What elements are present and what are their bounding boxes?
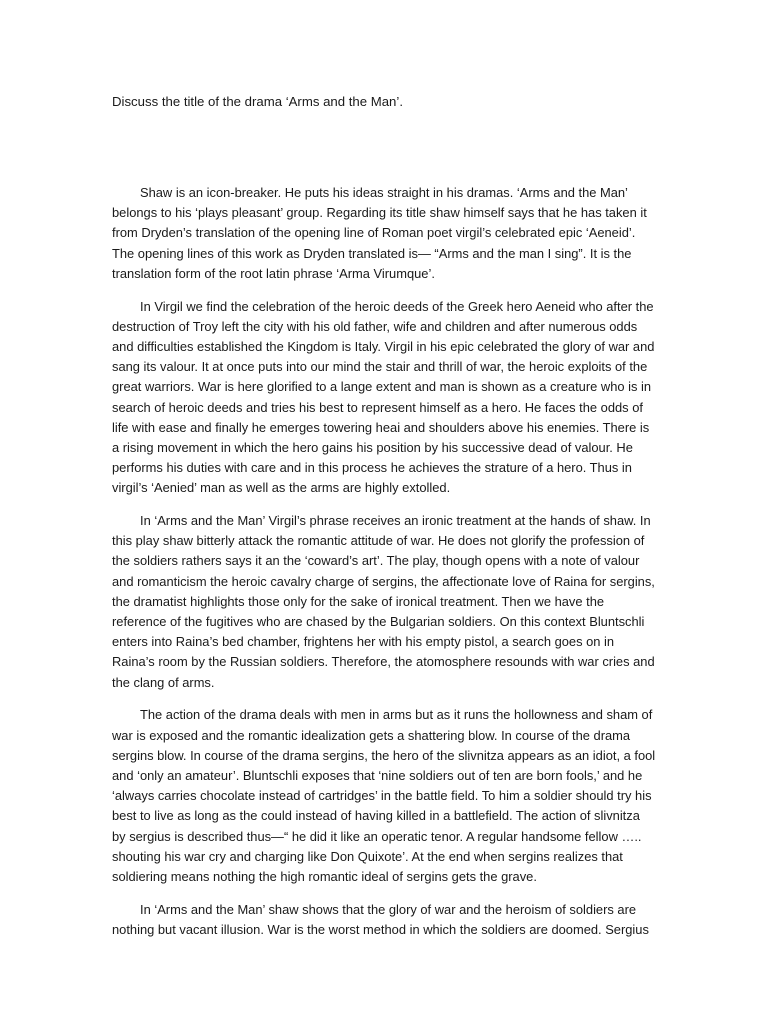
document-body — [112, 183, 657, 953]
paragraph-1: Shaw is an icon-breaker. He puts his ideas straight in his dramas. ‘Arms and the Man’ belongs to his ‘plays pleasant’ group. Regarding its title shaw himself says that he has taken it from Dryden’s translation of the opening line of Roman poet virgil’s celebrated epic ‘Aeneid’. The opening lines of this work as Dryden translated is— “Arms and the man I sing”. It is the translation form of the root latin phrase ‘Arma Virumque’. — [112, 185, 647, 281]
paragraph-5: In ‘Arms and the Man’ shaw shows that the glory of war and the heroism of soldiers are nothing but vacant illusion. War is the worst method in which the soldiers are doomed. Sergius — [112, 901, 649, 937]
document-title: Discuss the title of the drama ‘Arms and the Man’. — [112, 94, 403, 109]
paragraph-3: In ‘Arms and the Man’ Virgil’s phrase receives an ironic treatment at the hands of shaw. In this play shaw bitterly attack the romantic attitude of war. He does not glorify the profession of the soldiers rathers says it an the ‘coward’s art’. The play, though opens with a note of valour and romanticism the heroic cavalry charge of sergins, the affectionate love of Raina for sergins, the dramatist highlights those only for the sake of ironical treatment. Then we have the reference of the fugitives who are chased by the Bulgarian soldiers. On this context Bluntschli enters into Raina’s bed chamber, frightens her with his empty pistol, a search goes on in Raina’s room by the Russian soldiers. Therefore, the atomosphere resounds with war cries and the clang of arms. — [112, 513, 655, 690]
paragraph-4: The action of the drama deals with men in arms but as it runs the hollowness and sham of war is exposed and the romantic idealization gets a shattering blow. In course of the drama sergins blow. In course of the drama sergins, the hero of the slivnitza appears as an idiot, a fool and ‘only an amateur’. Bluntschli exposes that ‘nine soldiers out of ten are born fools,’ and he ‘always carries chocolate instead of cartridges’ in the battle field. To him a soldier should try his best to live as long as the could instead of having killed in a battlefield. The action of slivnitza by sergius is described thus—“ he did it like an operatic tenor. A regular handsome fellow ….. shouting his war cry and charging like Don Quixote’. At the end when sergins realizes that soldiering means nothing the high romantic ideal of sergins gets the grave. — [112, 707, 656, 884]
paragraph-2: In Virgil we find the celebration of the heroic deeds of the Greek hero Aeneid who after the destruction of Troy left the city with his old father, wife and children and after numerous odds and difficulties established the Kingdom is Italy. Virgil in his epic celebrated the glory of war and sang its valour. It at once puts into our mind the stair and thrill of war, the heroic exploits of the great warriors. War is here glorified to a lange extent and man is shown as a creature who is in search of heroic deeds and tries his best to represent himself as a hero. He faces the odds of life with ease and finally he emerges towering heai and shoulders above his enemies. There is a rising movement in which the hero gains his position by his successive dead of valour. He performs his duties with care and in this process he achieves the strature of a hero. Thus in virgil’s ‘Aenied’ man as well as the arms are highly extolled. — [112, 298, 655, 496]
